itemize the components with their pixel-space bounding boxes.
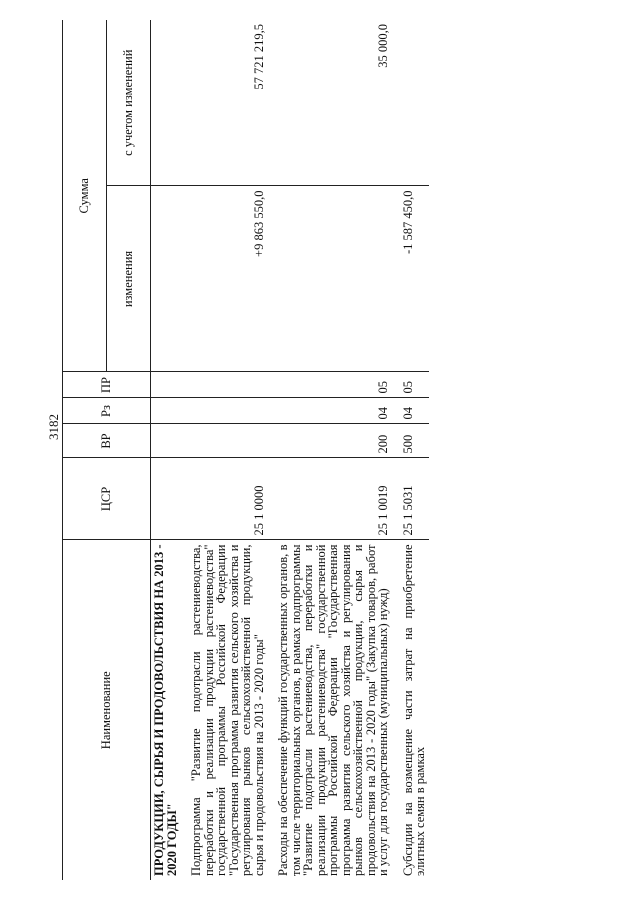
row-vr: 200 bbox=[275, 424, 392, 458]
header-csr: ЦСР bbox=[63, 458, 151, 540]
row-pr bbox=[188, 372, 267, 398]
row-pr: 05 bbox=[400, 372, 429, 398]
row-rz: 04 bbox=[400, 398, 429, 424]
header-with-changes: с учетом изменений bbox=[107, 20, 151, 186]
row-vr bbox=[188, 424, 267, 458]
row-csr: 25 1 0019 bbox=[275, 458, 392, 540]
table-row bbox=[188, 20, 267, 880]
row-change: +9 863 550,0 bbox=[188, 186, 267, 372]
header-sum: Сумма bbox=[63, 20, 107, 372]
row-csr: 25 1 5031 bbox=[400, 458, 429, 540]
budget-table-sheet bbox=[62, 20, 622, 880]
row-pr: 05 bbox=[275, 372, 392, 398]
row-name: Субсидии на возмещение части затрат на приобретение элитных семян в рамках bbox=[400, 540, 429, 880]
row-rz: 04 bbox=[275, 398, 392, 424]
row-total bbox=[151, 20, 181, 186]
header-pr: ПР bbox=[63, 372, 151, 398]
row-csr: 25 1 0000 bbox=[188, 458, 267, 540]
row-total: 35 000,0 bbox=[275, 20, 392, 186]
row-total: 57 721 219,5 bbox=[188, 20, 267, 186]
table-row bbox=[400, 20, 429, 880]
row-vr: 500 bbox=[400, 424, 429, 458]
row-name: Расходы на обеспечение функций государственных органов, в том числе территориальных органов, в рамках подпрограммы "Развитие подотрасли растениеводства, переработки и реализации продукции растениеводства" государственной программы Российской Федерации "Государственная программа развития сельского хозяйства и регулирования рынков сельскохозяйственной продукции, сырья и продовольствия на 2013 - 2020 годы" (Закупка товаров, работ и услуг для государственных (муниципальных) нужд) bbox=[275, 540, 392, 880]
row-change bbox=[151, 186, 181, 372]
row-rz bbox=[151, 398, 181, 424]
row-vr bbox=[151, 424, 181, 458]
header-rz: Рз bbox=[63, 398, 151, 424]
header-vr: ВР bbox=[63, 424, 151, 458]
header-change: изменения bbox=[107, 186, 151, 372]
page-number: 3182 bbox=[46, 414, 61, 440]
row-name: ПРОДУКЦИИ, СЫРЬЯ И ПРОДОВОЛЬСТВИЯ НА 2013 - 2020 ГОДЫ" bbox=[151, 540, 181, 880]
header-name: Наименование bbox=[63, 540, 151, 880]
row-name: Подпрограмма "Развитие подотрасли растениеводства, переработки и реализации продукции растениеводства" государственной программы Российской Федерации "Государственная программа развития сельского хозяйства и регулирования рынков сельскохозяйственной продукции, сырья и продовольствия на 2013 - 2020 годы" bbox=[188, 540, 267, 880]
row-pr bbox=[151, 372, 181, 398]
table-row bbox=[151, 20, 181, 880]
row-change bbox=[275, 186, 392, 372]
row-total bbox=[400, 20, 429, 186]
row-csr bbox=[151, 458, 181, 540]
row-change: -1 587 450,0 bbox=[400, 186, 429, 372]
table-row bbox=[275, 20, 392, 880]
row-rz bbox=[188, 398, 267, 424]
budget-table bbox=[62, 20, 429, 880]
